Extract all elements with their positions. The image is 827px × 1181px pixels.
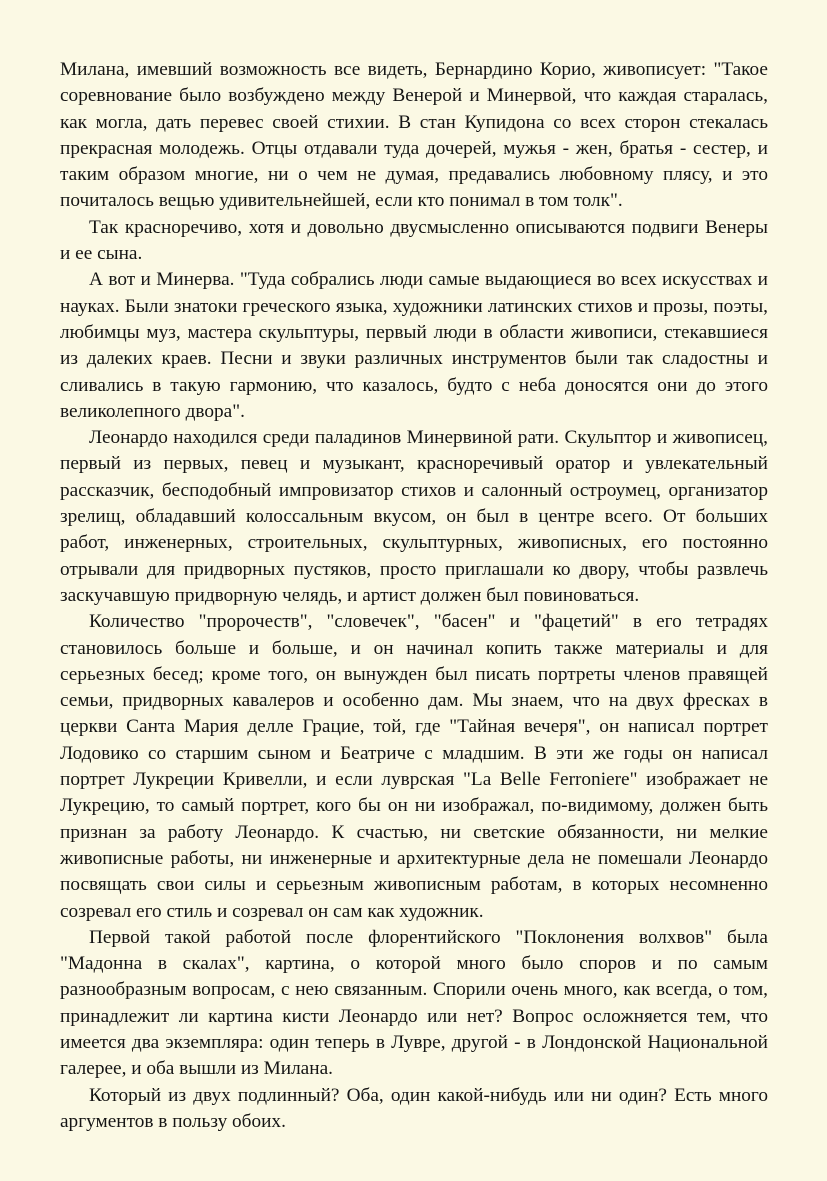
paragraph: Который из двух подлинный? Оба, один какой-нибудь или ни один? Есть много аргументов в пользу обоих. xyxy=(60,1084,768,1132)
paragraph: Первой такой работой после флорентийского "Поклонения волхвов" была "Мадонна в скалах", картина, о которой много было споров и по самым разнообразным вопросам, с нею связанным. Спорили очень много, как всегда, о том, принадлежит ли картина кисти Леонардо или нет? Вопрос осложняется тем, что имеется два экземпляра: один теперь в Лувре, другой - в Лондонской Национальной галерее, и оба вышли из Милана. xyxy=(60,926,768,1080)
document-page xyxy=(60,57,768,1135)
paragraph: Так красноречиво, хотя и довольно двусмысленно описываются подвиги Венеры и ее сына. xyxy=(60,216,768,265)
paragraph: Леонардо находился среди паладинов Минервиной рати. Скульптор и живописец, первый из первых, певец и музыкант, красноречивый оратор и увлекательный рассказчик, бесподобный импровизатор стихов и салонный остроумец, организатор зрелищ, обладавший колоссальным вкусом, он был в центре всего. От больших работ, инженерных, строительных, скульптурных, живописных, его постоянно отрывали для придворных пустяков, просто приглашали ко двору, чтобы развлечь заскучавшую придворную челядь, и артист должен был повиноваться. xyxy=(60,427,768,606)
paragraph: Количество "пророчеств", "словечек", "басен" и "фацетий" в его тетрадях становилось больше и больше, и он начинал копить также материалы и для серьезных бесед; кроме того, он вынужден был писать портреты членов правящей семьи, придворных кавалеров и особенно дам. Мы знаем, что на двух фресках в церкви Санта Мария делле Грацие, той, где "Тайная вечеря", он написал портрет Лодовико со старшим сыном и Беатриче с младшим. В эти же годы он написал портрет Лукреции Кривелли, и если луврская "La Belle Ferroniere" изображает не Лукрецию, то самый портрет, кого бы он ни изображал, по-видимому, должен быть признан за работу Леонардо. К счастью, ни светские обязанности, ни мелкие живописные работы, ни инженерные и архитектурные дела не помешали Леонардо посвящать свои силы и серьезным живописным работам, в которых несомненно созревал его стиль и созревал он сам как художник. xyxy=(60,611,768,922)
paragraph: А вот и Минерва. "Туда собрались люди самые выдающиеся во всех искусствах и науках. Были знатоки греческого языка, художники латинских стихов и прозы, поэты, любимцы муз, мастера скульптуры, первый люди в области живописи, стекавшиеся из далеких краев. Песни и звуки различных инструментов были так сладостны и сливались в такую гармонию, что казалось, будто с неба доносятся они до этого великолепного двора". xyxy=(60,269,768,422)
paragraph: Милана, имевший возможность все видеть, Бернардино Корио, живописует: "Такое соревнование было возбуждено между Венерой и Минервой, что каждая старалась, как могла, дать перевес своей стихии. В стан Купидона со всех сторон стекалась прекрасная молодежь. Отцы отдавали туда дочерей, мужья - жен, братья - сестер, и таким образом многие, ни о чем не думая, предавались любовному плясу, и это почиталось вещью удивительнейшей, если кто понимал в том толк". xyxy=(60,59,768,212)
